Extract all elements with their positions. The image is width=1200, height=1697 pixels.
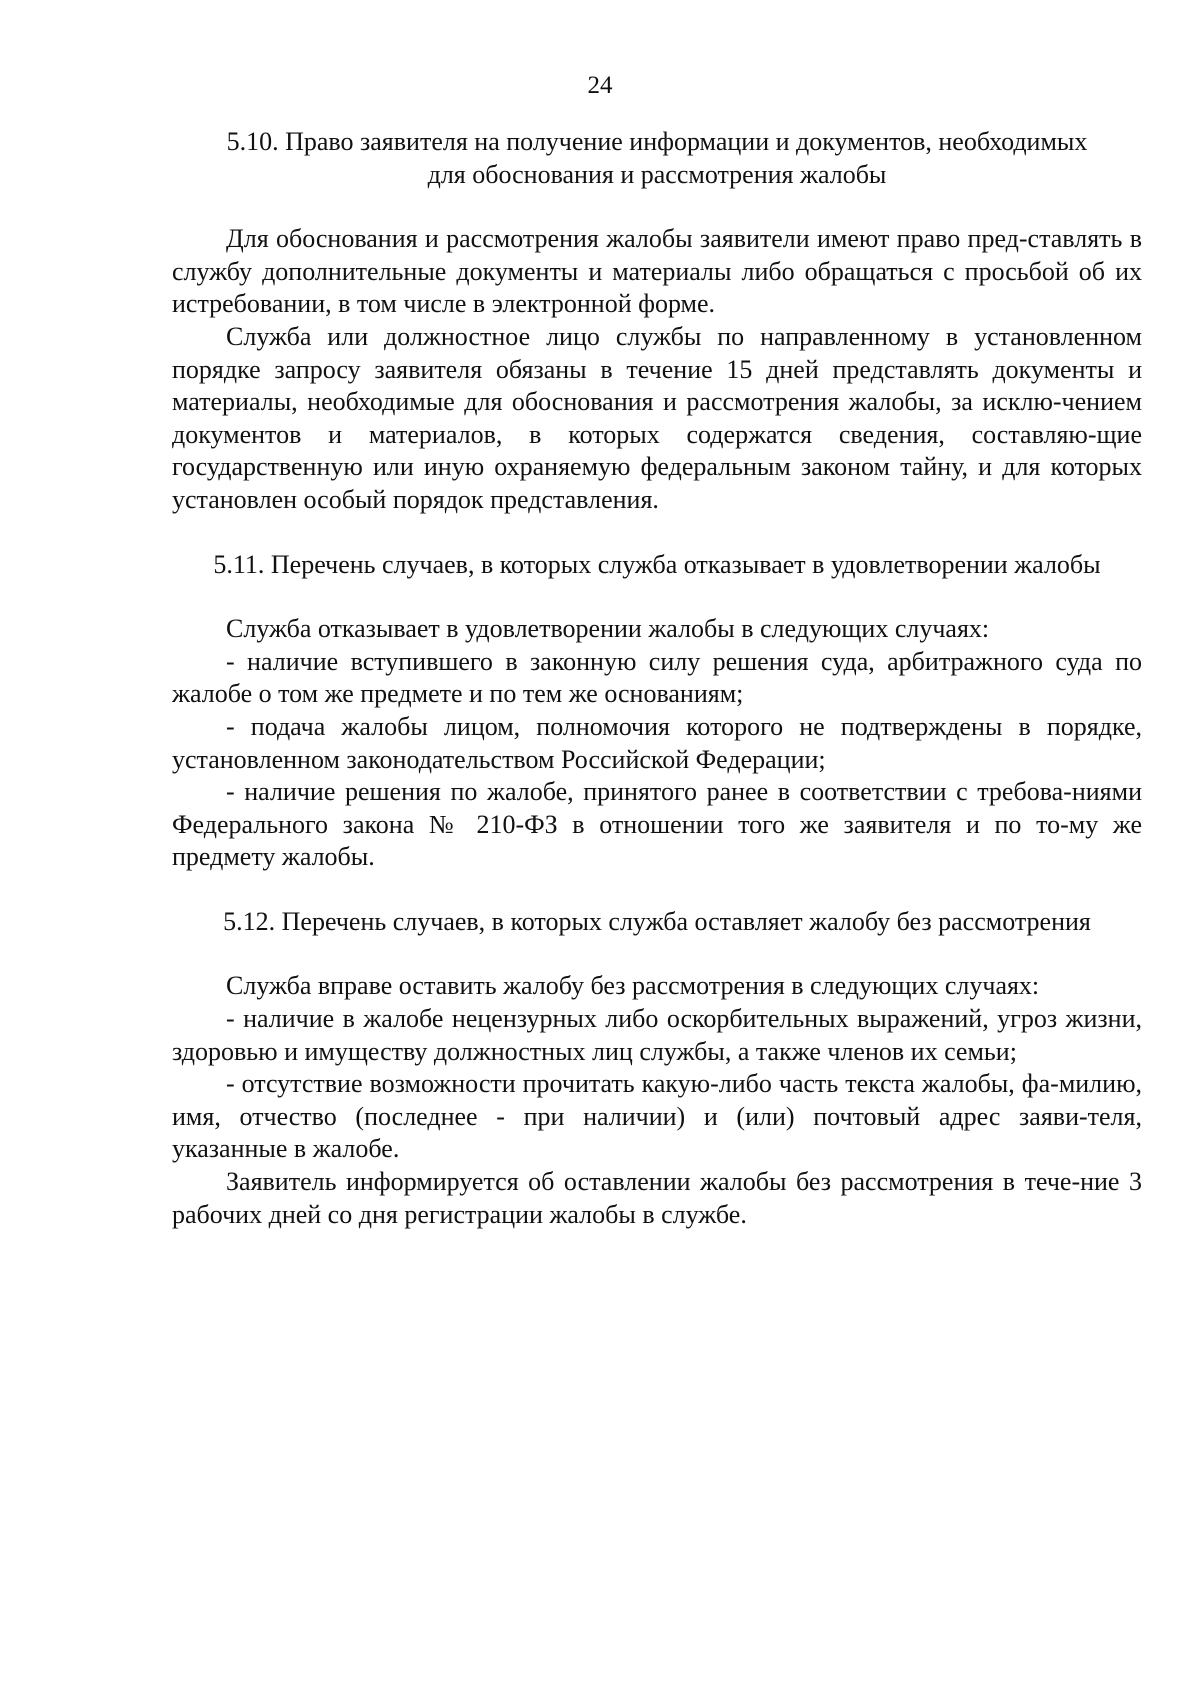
page-number: 24 — [587, 72, 613, 99]
paragraph: Заявитель информируется об оставлении жалобы без рассмотрения в тече-ние 3 рабочих дней со дня регистрации жалобы в службе. — [172, 1167, 1142, 1229]
section-heading-5-10-line2: для обоснования и рассмотрения жалобы — [427, 159, 887, 189]
list-item: - наличие в жалобе нецензурных либо оскорбительных выражений, угроз жизни, здоровью и имуществу должностных лиц службы, а также членов их семьи; — [172, 1004, 1142, 1066]
paragraph: Служба или должностное лицо службы по направленному в установленном порядке запросу заявителя обязаны в течение 15 дней представлять документы и материалы, необходимые для обоснования и рассмотрения жалобы, за исклю-чением документов и материалов, в которых содержатся сведения, составляю-щие государственную или иную охраняемую федеральным законом тайну, и для которых установлен особый порядок представления. — [172, 321, 1142, 514]
section-heading-5-10 — [172, 126, 1142, 191]
paragraph: Служба отказывает в удовлетворении жалобы в следующих случаях: — [226, 614, 990, 644]
list-item: - наличие решения по жалобе, принятого ранее в соответствии с требова-ниями Федерального закона № 210-ФЗ в отношении того же заявителя и по то-му же предмету жалобы. — [172, 777, 1142, 872]
document-body — [172, 126, 1142, 1231]
spacer — [172, 581, 1142, 613]
spacer — [172, 191, 1142, 223]
section-heading-5-12: 5.12. Перечень случаев, в которых служба оставляет жалобу без рассмотрения — [223, 906, 1091, 936]
paragraph: Для обоснования и рассмотрения жалобы заявители имеют право пред-ставлять в службу дополнительные документы и материалы либо обращаться с просьбой об их истребовании, в том числе в электронной форме. — [172, 224, 1142, 319]
spacer — [172, 517, 1142, 549]
paragraph: Служба вправе оставить жалобу без рассмотрения в следующих случаях: — [226, 971, 1040, 1001]
spacer — [172, 938, 1142, 970]
section-heading-5-11: 5.11. Перечень случаев, в которых служба отказывает в удовлетворении жалобы — [213, 549, 1101, 579]
list-item: - подача жалобы лицом, полномочия которого не подтверждены в порядке, установленном законодательством Российской Федерации; — [172, 711, 1142, 774]
section-heading-5-10-line1: 5.10. Право заявителя на получение информации и документов, необходимых — [226, 127, 1088, 156]
spacer — [172, 874, 1142, 906]
list-item: - наличие вступившего в законную силу решения суда, арбитражного суда по жалобе о том же предмете и по тем же основаниям; — [172, 646, 1142, 709]
list-item: - отсутствие возможности прочитать какую-либо часть текста жалобы, фа-милию, имя, отчество (последнее - при наличии) и (или) почтовый адрес заяви-теля, указанные в жалобе. — [172, 1069, 1142, 1164]
